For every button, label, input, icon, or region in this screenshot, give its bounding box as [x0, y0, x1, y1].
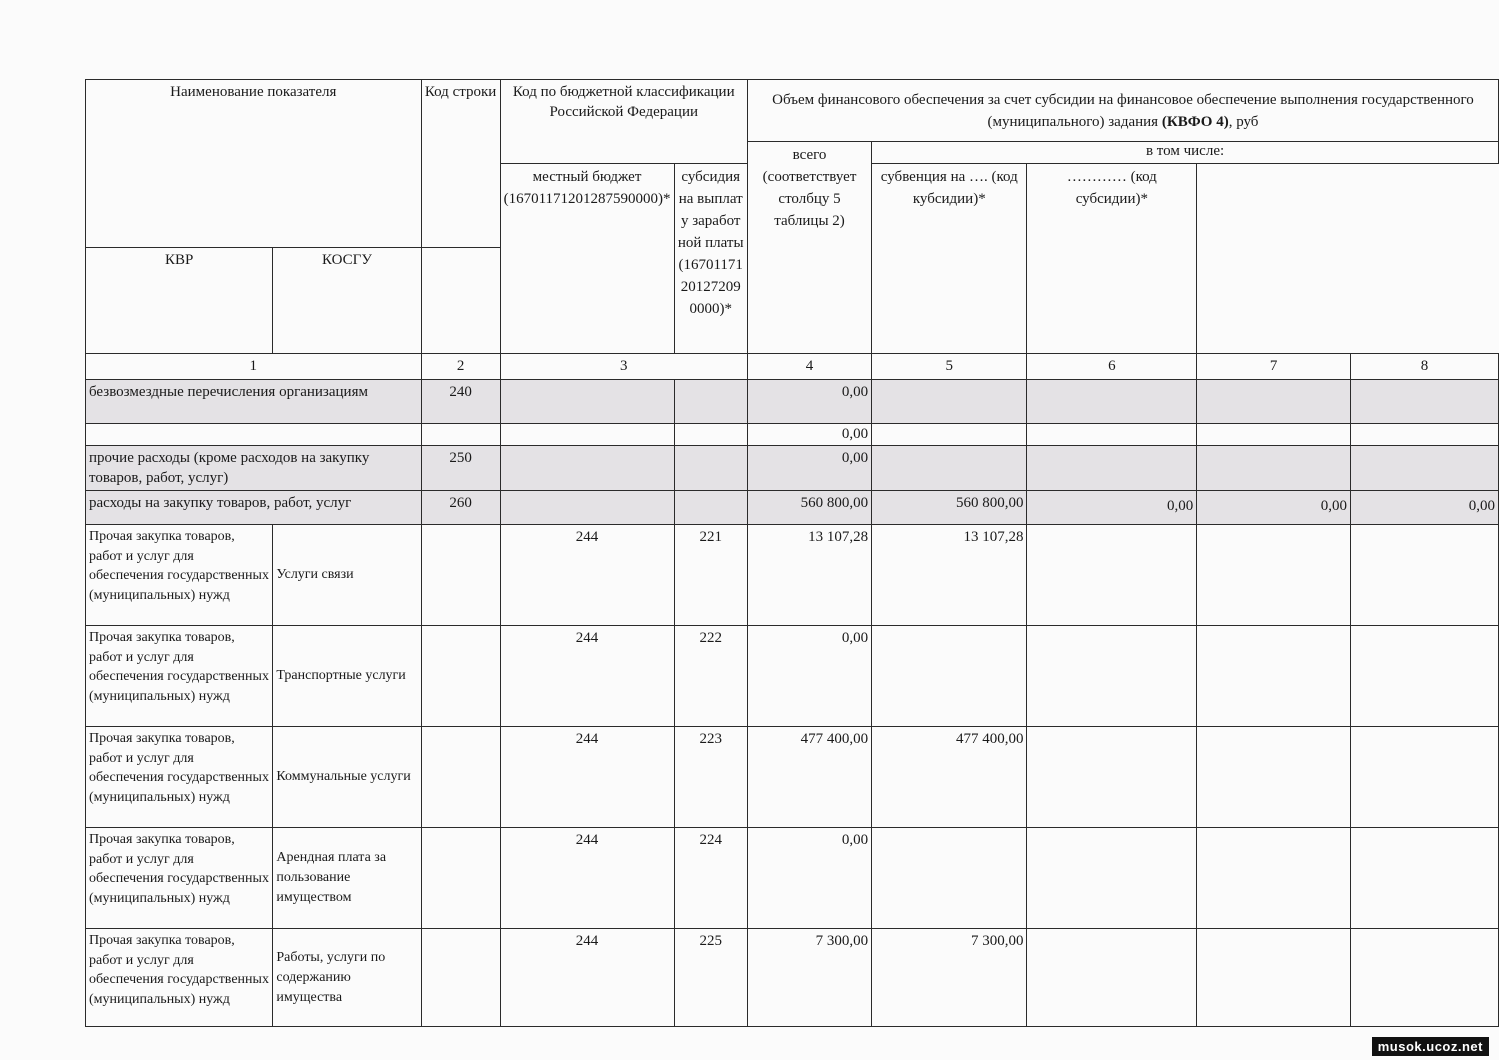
column-number: 5 — [872, 354, 1027, 380]
row-total: 0,00 — [747, 424, 871, 446]
row-name — [86, 424, 422, 446]
row-salary-subsidy: 0,00 — [1027, 491, 1197, 525]
row-total: 7 300,00 — [747, 929, 871, 1027]
row-kvr: 244 — [500, 525, 674, 626]
header-funding-unit: , руб — [1228, 113, 1259, 130]
header-line-code: Код строки — [421, 80, 500, 248]
row-kvr: 244 — [500, 929, 674, 1027]
column-number: 2 — [421, 354, 500, 380]
row-total: 0,00 — [747, 626, 871, 727]
table-row — [86, 446, 1499, 491]
table-row — [86, 828, 1499, 929]
table-row — [86, 491, 1499, 525]
row-other-subsidy: 0,00 — [1350, 491, 1498, 525]
row-kvr: 244 — [500, 727, 674, 828]
header-indicator-name: Наименование показателя — [86, 80, 422, 248]
watermark: musok.ucoz.net — [1372, 1037, 1489, 1056]
column-numbers-row — [86, 354, 1499, 380]
header-kvr: КВР — [86, 248, 273, 354]
row-code: 260 — [421, 491, 500, 525]
row-name: Прочая закупка товаров, работ и услуг для обеспечения государственных (муниципальных) нужд — [86, 828, 273, 929]
header-subvention: субвенция на …. (код кубсидии)* — [872, 164, 1027, 354]
column-number: 7 — [1197, 354, 1351, 380]
row-subname: Транспортные услуги — [273, 626, 421, 727]
header-funding-volume — [747, 80, 1498, 142]
row-local-budget: 7 300,00 — [872, 929, 1027, 1027]
header-funding-kvfo: (КВФО 4) — [1161, 113, 1229, 130]
row-local-budget — [872, 626, 1027, 727]
header-local-budget: местный бюджет (16701171201287590000)* — [500, 164, 674, 354]
row-name: Прочая закупка товаров, работ и услуг для обеспечения государственных (муниципальных) нужд — [86, 929, 273, 1027]
row-kosgu: 223 — [674, 727, 747, 828]
table-row — [86, 727, 1499, 828]
column-number: 4 — [747, 354, 871, 380]
row-local-budget: 560 800,00 — [872, 491, 1027, 525]
header-other-subsidy: ………… (код субсидии)* — [1027, 164, 1197, 354]
row-total: 13 107,28 — [747, 525, 871, 626]
row-kosgu: 225 — [674, 929, 747, 1027]
row-code: 250 — [421, 446, 500, 491]
header-kosgu: КОСГУ — [273, 248, 421, 354]
budget-table — [85, 79, 1499, 1027]
row-subname: Работы, услуги по содержанию имущества — [273, 929, 421, 1027]
row-total: 560 800,00 — [747, 491, 871, 525]
row-code — [421, 424, 500, 446]
table-row — [86, 424, 1499, 446]
table-row — [86, 380, 1499, 424]
table-row — [86, 929, 1499, 1027]
row-name: Прочая закупка товаров, работ и услуг для обеспечения государственных (муниципальных) нужд — [86, 626, 273, 727]
table-row — [86, 626, 1499, 727]
row-subname: Коммунальные услуги — [273, 727, 421, 828]
row-total: 0,00 — [747, 828, 871, 929]
header-total: всего (соответствует столбцу 5 таблицы 2) — [747, 142, 871, 354]
column-number: 6 — [1027, 354, 1197, 380]
row-subname: Услуги связи — [273, 525, 421, 626]
row-name: прочие расходы (кроме расходов на закупку товаров, работ, услуг) — [86, 446, 422, 491]
column-number: 1 — [86, 354, 422, 380]
row-local-budget: 477 400,00 — [872, 727, 1027, 828]
row-total: 0,00 — [747, 380, 871, 424]
row-kvr: 244 — [500, 828, 674, 929]
header-budget-code: Код по бюджетной классификации Российской Федерации — [500, 80, 747, 164]
row-code: 240 — [421, 380, 500, 424]
row-subname: Арендная плата за пользование имуществом — [273, 828, 421, 929]
row-total: 477 400,00 — [747, 727, 871, 828]
row-local-budget: 13 107,28 — [872, 525, 1027, 626]
row-kvr: 244 — [500, 626, 674, 727]
row-local-budget — [872, 828, 1027, 929]
header-including: в том числе: — [872, 142, 1499, 164]
row-name: расходы на закупку товаров, работ, услуг — [86, 491, 422, 525]
table-row — [86, 525, 1499, 626]
row-subvention: 0,00 — [1197, 491, 1351, 525]
column-number: 8 — [1350, 354, 1498, 380]
row-name: безвозмездные перечисления организациям — [86, 380, 422, 424]
column-number: 3 — [500, 354, 747, 380]
row-name: Прочая закупка товаров, работ и услуг для обеспечения государственных (муниципальных) нужд — [86, 727, 273, 828]
header-funding-volume-text: Объем финансового обеспечения за счет субсидии на финансовое обеспечение выполнения государственного (муниципального) задания — [772, 91, 1474, 130]
header-salary-subsidy: субсидия на выплату заработной платы (16701171201272090000)* — [674, 164, 747, 354]
row-kosgu: 224 — [674, 828, 747, 929]
row-name: Прочая закупка товаров, работ и услуг для обеспечения государственных (муниципальных) нужд — [86, 525, 273, 626]
row-kosgu: 221 — [674, 525, 747, 626]
row-total: 0,00 — [747, 446, 871, 491]
row-kosgu: 222 — [674, 626, 747, 727]
